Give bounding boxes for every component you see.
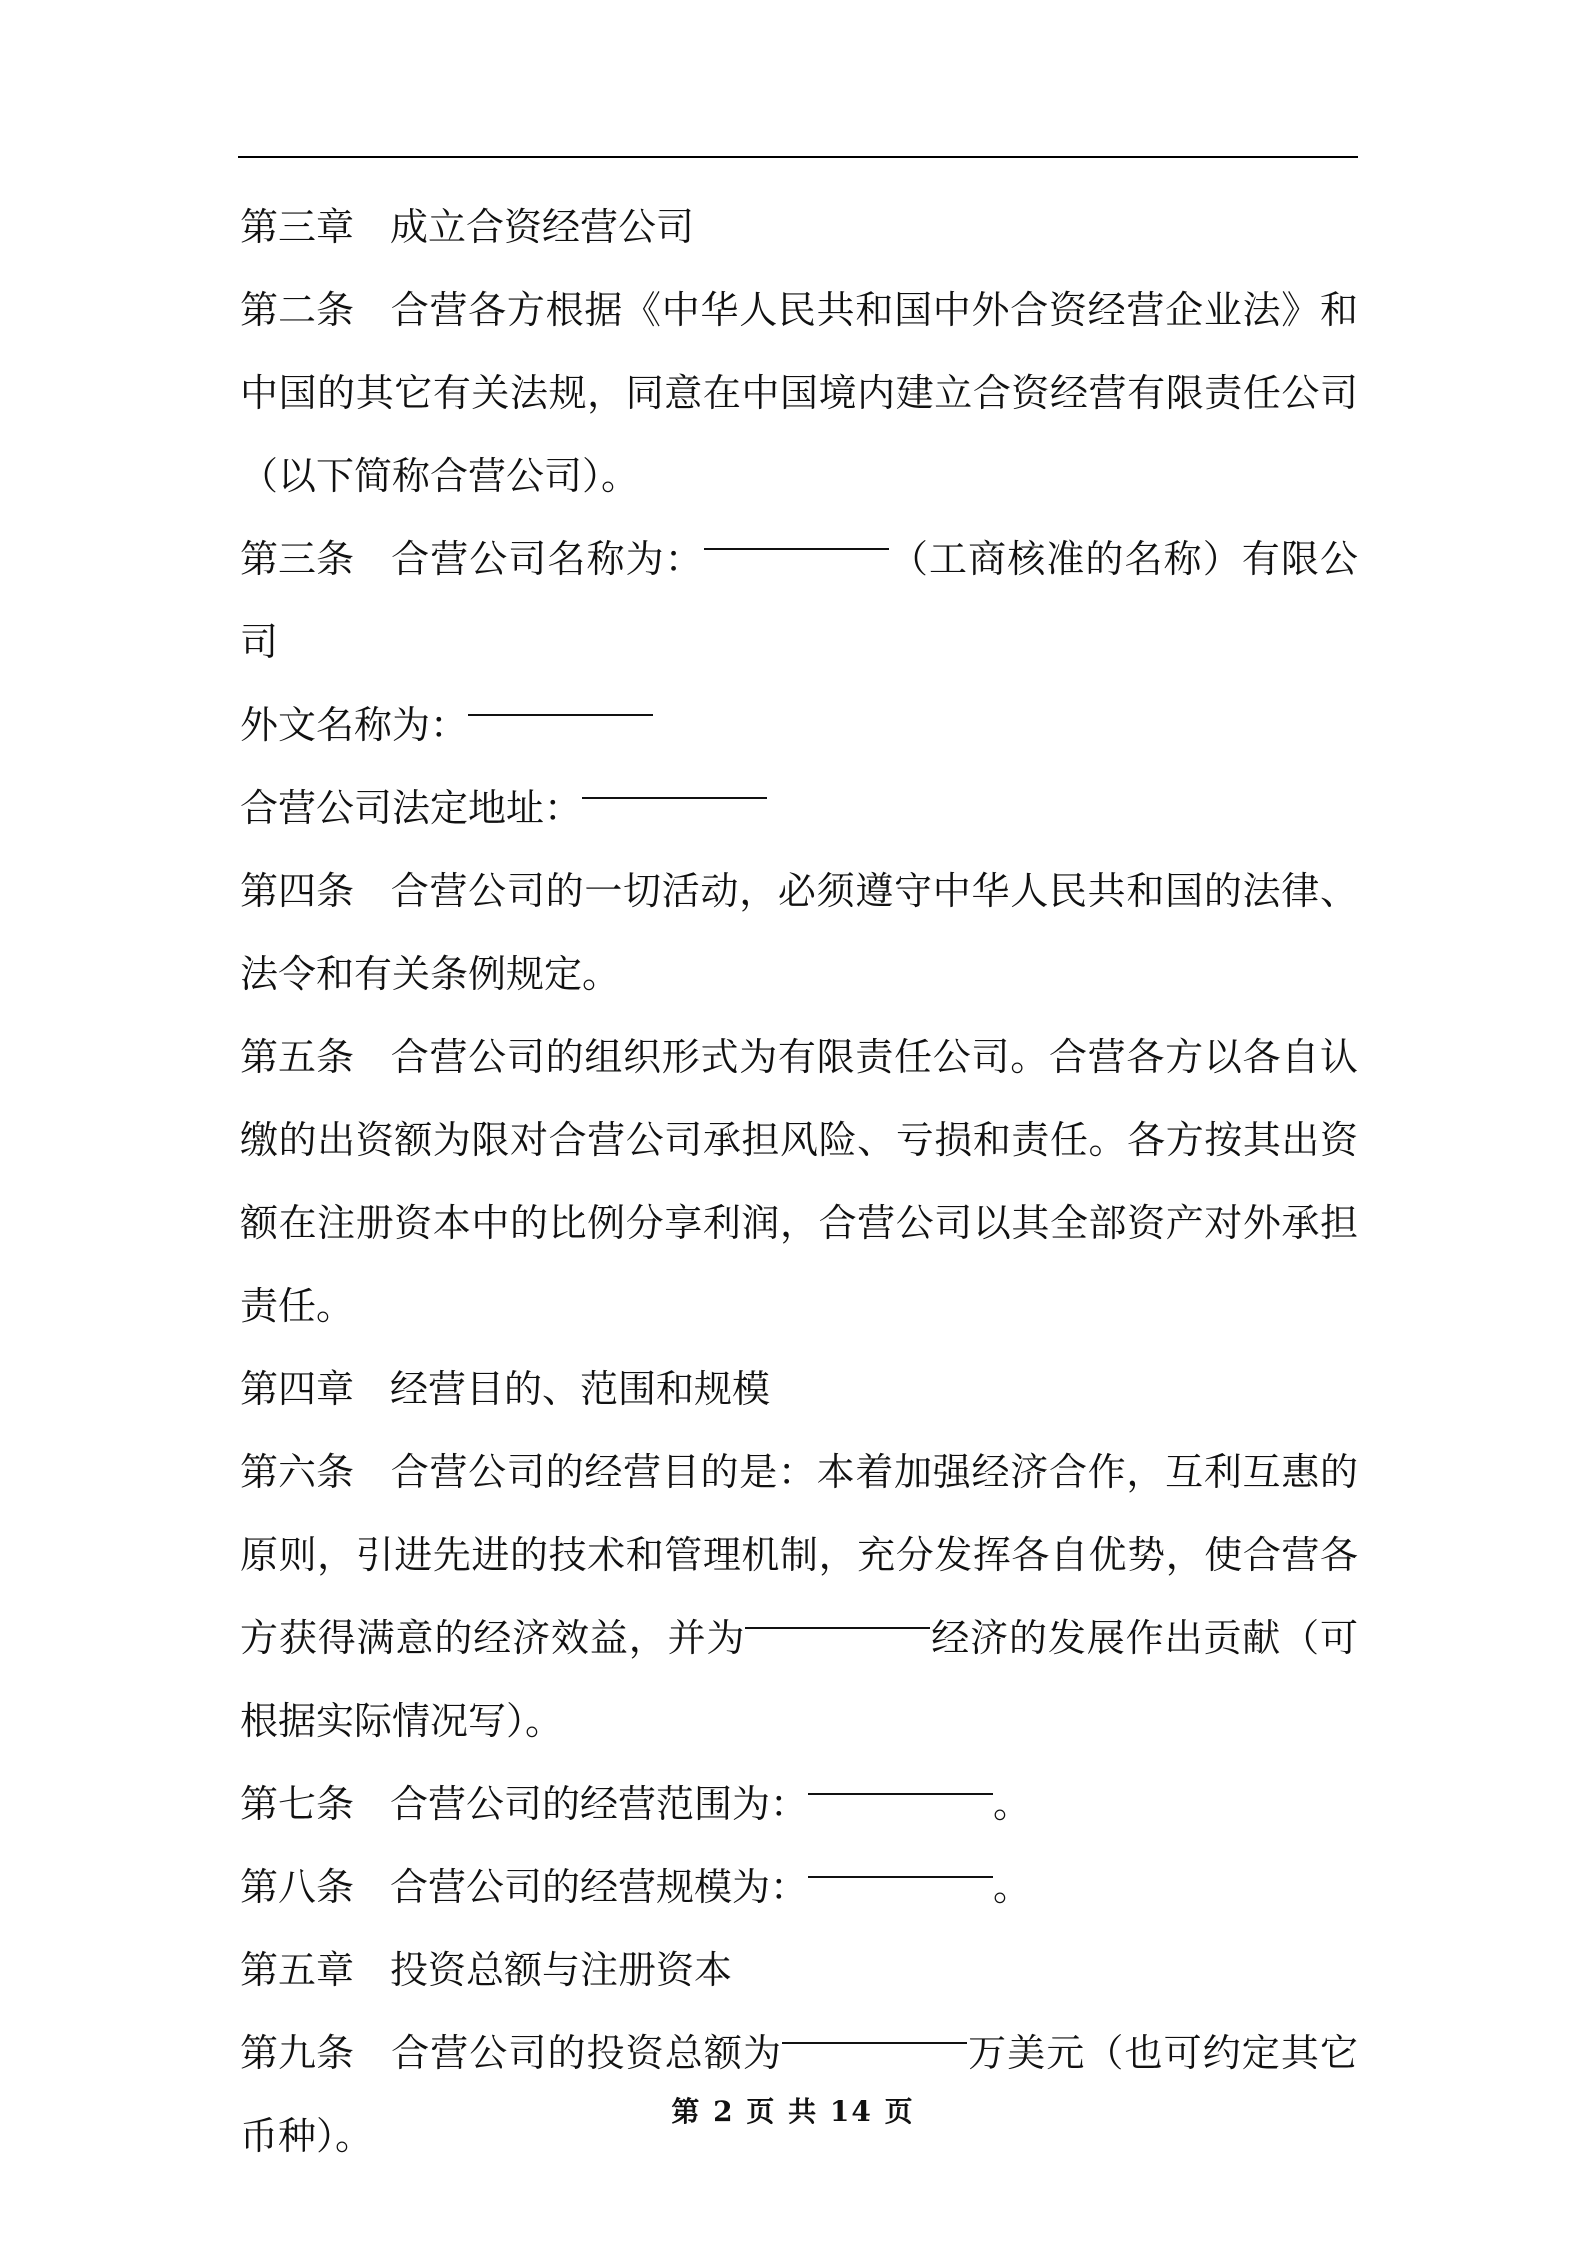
paragraph-text: 合营公司的一切活动，必须遵守中华人民共和国的法律、法令和有关条例规定。 — [240, 869, 1358, 996]
footer-middle: 页 共 — [746, 2095, 819, 2128]
paragraph-text: 。 — [993, 1782, 1032, 1826]
article-label: 第九条 — [240, 2031, 355, 2075]
footer-suffix: 页 — [884, 2095, 915, 2128]
footer-prefix: 第 — [671, 2095, 702, 2128]
document-paragraph — [240, 850, 1358, 1016]
document-paragraph — [240, 1431, 1358, 1763]
article-label: 第三条 — [240, 537, 355, 581]
article-label: 第五章 — [240, 1948, 355, 1992]
paragraph-text: 合营公司的组织形式为有限责任公司。合营各方以各自认缴的出资额为限对合营公司承担风险、亏损和责任。各方按其出资额在注册资本中的比例分享利润，合营公司以其全部资产对外承担责任。 — [240, 1035, 1358, 1328]
paragraph-text: 合营公司的经营规模为： — [390, 1865, 809, 1909]
article-label: 第六条 — [240, 1450, 355, 1494]
article-label: 第三章 — [240, 205, 355, 249]
document-paragraph — [240, 1763, 1358, 1846]
paragraph-text: 外文名称为： — [240, 703, 469, 747]
paragraph-text: 经济的发展作出贡献（可根据实际情况写）。 — [240, 1616, 1358, 1743]
document-paragraph — [240, 1016, 1358, 1348]
footer-page-number: 2 — [713, 2095, 735, 2128]
document-paragraph — [240, 269, 1358, 518]
fill-in-blank — [782, 2012, 967, 2044]
fill-in-blank — [468, 684, 653, 716]
header-rule — [238, 156, 1358, 158]
article-label: 第五条 — [240, 1035, 355, 1079]
paragraph-text: 投资总额与注册资本 — [390, 1948, 733, 1992]
paragraph-text: 合营公司名称为： — [390, 537, 704, 581]
paragraph-text: （工商核准的名称）有限公司 — [240, 537, 1358, 664]
page-footer — [0, 2092, 1586, 2132]
paragraph-text: 合营各方根据《中华人民共和国中外合资经营企业法》和中国的其它有关法规，同意在中国境内建立合资经营有限责任公司（以下简称合营公司）。 — [240, 288, 1358, 498]
paragraph-text: 合营公司法定地址： — [240, 786, 583, 830]
paragraph-text: 合营公司的经营范围为： — [390, 1782, 809, 1826]
article-label: 第四章 — [240, 1367, 355, 1411]
fill-in-blank — [808, 1846, 993, 1878]
paragraph-text: 。 — [993, 1865, 1032, 1909]
fill-in-blank — [745, 1597, 930, 1629]
document-body — [240, 186, 1358, 2178]
document-paragraph — [240, 186, 1358, 269]
article-label: 第四条 — [240, 869, 355, 913]
fill-in-blank — [704, 518, 889, 550]
article-label: 第二条 — [240, 288, 355, 332]
article-label: 第七条 — [240, 1782, 355, 1826]
document-paragraph — [240, 1846, 1358, 1929]
document-paragraph — [240, 518, 1358, 684]
document-paragraph — [240, 1929, 1358, 2012]
fill-in-blank — [808, 1763, 993, 1795]
fill-in-blank — [582, 767, 767, 799]
paragraph-text: 合营公司的投资总额为 — [390, 2031, 783, 2075]
article-label: 第八条 — [240, 1865, 355, 1909]
paragraph-text: 经营目的、范围和规模 — [390, 1367, 771, 1411]
document-paragraph — [240, 767, 1358, 850]
document-paragraph — [240, 684, 1358, 767]
paragraph-text: 成立合资经营公司 — [390, 205, 695, 249]
document-paragraph — [240, 1348, 1358, 1431]
paragraph-text: 合营公司的经营目的是：本着加强经济合作，互利互惠的原则，引进先进的技术和管理机制，充分发挥各自优势，使合营各方获得满意的经济效益，并为 — [240, 1450, 1358, 1660]
paragraph-text: 万美元（也可约定其它币种）。 — [240, 2031, 1358, 2158]
footer-total-pages: 14 — [829, 2095, 873, 2128]
